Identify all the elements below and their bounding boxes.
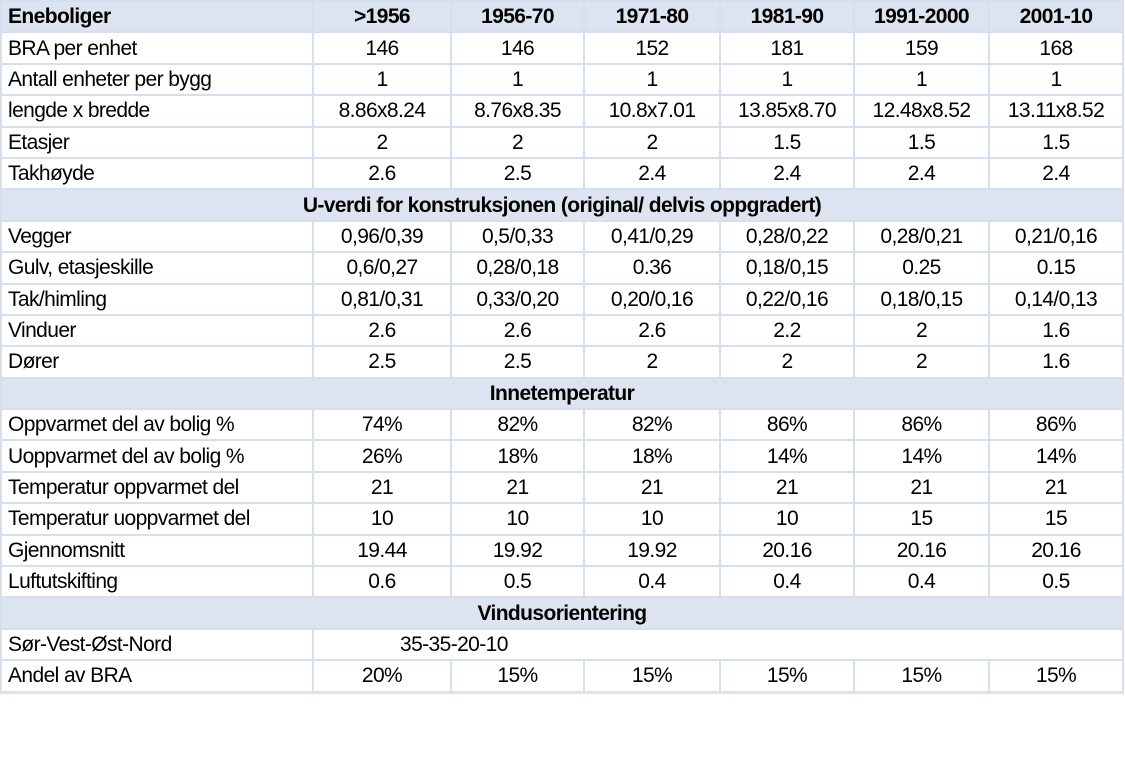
row-value: 0.4: [720, 566, 854, 597]
row-value: 1: [451, 64, 584, 95]
header-period: >1956: [313, 1, 451, 32]
row-label: Gulv, etasjeskille: [1, 252, 313, 283]
row-value: 21: [854, 472, 989, 503]
row-value: 0,18/0,15: [720, 252, 854, 283]
row-label: Temperatur oppvarmet del: [1, 472, 313, 503]
row-value: 0,28/0,21: [854, 221, 989, 252]
row-value: 0,6/0,27: [313, 252, 451, 283]
table-body: [1, 32, 1123, 692]
row-value: 146: [451, 32, 584, 63]
header-period: 1956-70: [451, 1, 584, 32]
row-value: 10: [584, 503, 720, 534]
row-value: 82%: [584, 409, 720, 440]
row-value: 0,14/0,13: [989, 284, 1123, 315]
section-title: Vindusorientering: [1, 597, 1123, 628]
orientation-value: 35-35-20-10: [313, 629, 1123, 660]
row-label: BRA per enhet: [1, 32, 313, 63]
row-value: 2.4: [720, 158, 854, 189]
row-value: 2.6: [313, 315, 451, 346]
row-value: 86%: [989, 409, 1123, 440]
row-value: 19.44: [313, 535, 451, 566]
row-value: 86%: [854, 409, 989, 440]
row-value: 159: [854, 32, 989, 63]
row-value: 21: [313, 472, 451, 503]
row-value: 2: [720, 346, 854, 377]
row-label: Dører: [1, 346, 313, 377]
row-value: 146: [313, 32, 451, 63]
row-value: 0.4: [584, 566, 720, 597]
row-value: 15%: [584, 660, 720, 692]
row-value: 0.6: [313, 566, 451, 597]
row-value: 19.92: [584, 535, 720, 566]
row-value: 74%: [313, 409, 451, 440]
header-period: 2001-10: [989, 1, 1123, 32]
row-value: 2.4: [989, 158, 1123, 189]
row-value: 0.5: [989, 566, 1123, 597]
row-value: 2.4: [854, 158, 989, 189]
row-value: 0,33/0,20: [451, 284, 584, 315]
table-row: [1, 629, 1123, 660]
row-value: 168: [989, 32, 1123, 63]
row-value: 2: [313, 127, 451, 158]
row-label: Sør-Vest-Øst-Nord: [1, 629, 313, 660]
row-label: Tak/himling: [1, 284, 313, 315]
row-value: 2.6: [313, 158, 451, 189]
header-period: 1981-90: [720, 1, 854, 32]
row-label: lengde x bredde: [1, 95, 313, 126]
row-value: 1.5: [989, 127, 1123, 158]
row-label: Andel av BRA: [1, 660, 313, 692]
row-value: 1: [989, 64, 1123, 95]
header-category: Eneboliger: [1, 1, 313, 32]
table-row: [1, 566, 1123, 597]
row-value: 2: [584, 127, 720, 158]
row-value: 0.5: [451, 566, 584, 597]
row-label: Temperatur uoppvarmet del: [1, 503, 313, 534]
table-row: [1, 535, 1123, 566]
row-label: Gjennomsnitt: [1, 535, 313, 566]
row-value: 15%: [451, 660, 584, 692]
row-value: 2.5: [313, 346, 451, 377]
row-label: Vegger: [1, 221, 313, 252]
row-value: 14%: [720, 440, 854, 471]
row-value: 15%: [720, 660, 854, 692]
row-value: 10: [313, 503, 451, 534]
row-value: 0,21/0,16: [989, 221, 1123, 252]
table-row: [1, 252, 1123, 283]
row-value: 2: [451, 127, 584, 158]
row-value: 2.2: [720, 315, 854, 346]
row-value: 1.6: [989, 346, 1123, 377]
row-value: 86%: [720, 409, 854, 440]
row-value: 0.25: [854, 252, 989, 283]
row-value: 21: [720, 472, 854, 503]
row-value: 0,96/0,39: [313, 221, 451, 252]
row-value: 2.5: [451, 158, 584, 189]
row-label: Luftutskifting: [1, 566, 313, 597]
row-value: 26%: [313, 440, 451, 471]
row-value: 1: [854, 64, 989, 95]
row-value: 0,5/0,33: [451, 221, 584, 252]
row-value: 0,81/0,31: [313, 284, 451, 315]
row-value: 8.86x8.24: [313, 95, 451, 126]
row-value: 152: [584, 32, 720, 63]
row-value: 181: [720, 32, 854, 63]
header-period: 1971-80: [584, 1, 720, 32]
row-value: 15: [854, 503, 989, 534]
row-value: 2: [584, 346, 720, 377]
row-value: 1: [720, 64, 854, 95]
table-row: [1, 440, 1123, 471]
table-row: [1, 95, 1123, 126]
row-value: 2.5: [451, 346, 584, 377]
row-value: 1.6: [989, 315, 1123, 346]
row-value: 13.11x8.52: [989, 95, 1123, 126]
row-label: Antall enheter per bygg: [1, 64, 313, 95]
row-value: 15%: [854, 660, 989, 692]
row-value: 20.16: [720, 535, 854, 566]
row-value: 0,20/0,16: [584, 284, 720, 315]
row-value: 10.8x7.01: [584, 95, 720, 126]
table-row: [1, 221, 1123, 252]
row-value: 0,41/0,29: [584, 221, 720, 252]
row-value: 15%: [989, 660, 1123, 692]
table-row: [1, 660, 1123, 692]
row-value: 0.4: [854, 566, 989, 597]
table-row: [1, 158, 1123, 189]
row-value: 0,28/0,18: [451, 252, 584, 283]
table-row: [1, 32, 1123, 63]
header-row: [1, 1, 1123, 32]
section-window-orientation: [1, 597, 1123, 628]
row-value: 21: [451, 472, 584, 503]
row-value: 20%: [313, 660, 451, 692]
row-value: 18%: [584, 440, 720, 471]
table-row: [1, 284, 1123, 315]
row-label: Takhøyde: [1, 158, 313, 189]
table-row: [1, 346, 1123, 377]
row-label: Oppvarmet del av bolig %: [1, 409, 313, 440]
table-row: [1, 409, 1123, 440]
row-value: 21: [989, 472, 1123, 503]
row-value: 2: [854, 315, 989, 346]
row-value: 21: [584, 472, 720, 503]
row-value: 1.5: [720, 127, 854, 158]
header-period: 1991-2000: [854, 1, 989, 32]
row-value: 0,18/0,15: [854, 284, 989, 315]
row-value: 20.16: [854, 535, 989, 566]
row-value: 82%: [451, 409, 584, 440]
row-value: 8.76x8.35: [451, 95, 584, 126]
row-value: 2: [854, 346, 989, 377]
row-label: Uoppvarmet del av bolig %: [1, 440, 313, 471]
row-value: 0.36: [584, 252, 720, 283]
row-value: 18%: [451, 440, 584, 471]
table-row: [1, 315, 1123, 346]
row-value: 2.6: [451, 315, 584, 346]
row-value: 13.85x8.70: [720, 95, 854, 126]
table-row: [1, 472, 1123, 503]
row-value: 1: [313, 64, 451, 95]
table-row: [1, 127, 1123, 158]
row-value: 0,28/0,22: [720, 221, 854, 252]
row-value: 10: [720, 503, 854, 534]
table-row: [1, 503, 1123, 534]
row-value: 14%: [989, 440, 1123, 471]
row-value: 10: [451, 503, 584, 534]
row-value: 15: [989, 503, 1123, 534]
table-row: [1, 64, 1123, 95]
row-value: 1.5: [854, 127, 989, 158]
row-value: 14%: [854, 440, 989, 471]
row-value: 2.4: [584, 158, 720, 189]
row-value: 0.15: [989, 252, 1123, 283]
section-u-values: [1, 189, 1123, 220]
row-label: Vinduer: [1, 315, 313, 346]
row-label: Etasjer: [1, 127, 313, 158]
section-title: Innetemperatur: [1, 378, 1123, 409]
row-value: 0,22/0,16: [720, 284, 854, 315]
row-value: 20.16: [989, 535, 1123, 566]
row-value: 19.92: [451, 535, 584, 566]
section-indoor-temperature: [1, 378, 1123, 409]
section-title: U-verdi for konstruksjonen (original/ delvis oppgradert): [1, 189, 1123, 220]
row-value: 12.48x8.52: [854, 95, 989, 126]
row-value: 2.6: [584, 315, 720, 346]
row-value: 1: [584, 64, 720, 95]
